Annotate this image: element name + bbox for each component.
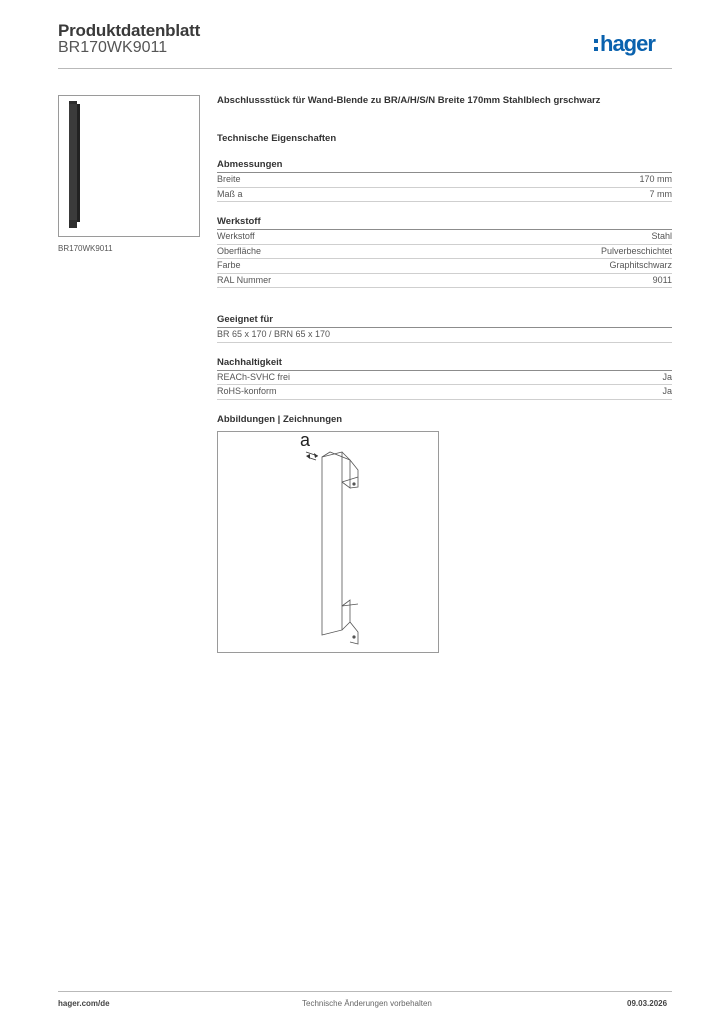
technical-heading: Technische Eigenschaften: [217, 133, 337, 144]
spec-value: Ja: [662, 371, 672, 382]
spec-label: REACh-SVHC frei: [217, 371, 291, 382]
spec-row: [217, 230, 672, 245]
section-dimensions: [217, 159, 672, 202]
footer-divider: [58, 991, 672, 992]
screw-hole-icon: [352, 482, 355, 485]
spec-value: Graphitschwarz: [609, 260, 672, 270]
product-thumbnail: [58, 95, 200, 237]
thumbnail-caption: BR170WK9011: [58, 244, 113, 253]
spec-label: Breite: [217, 174, 241, 184]
spacer: [217, 302, 672, 314]
section-heading: Nachhaltigkeit: [217, 357, 672, 371]
section-material: [217, 216, 672, 288]
spec-row: [217, 188, 672, 203]
logo-text: hager: [600, 31, 655, 56]
spec-label: RoHS-konform: [217, 386, 277, 396]
drawings-heading: Abbildungen | Zeichnungen: [217, 413, 343, 425]
article-number: BR170WK9011: [58, 39, 168, 56]
spec-row: [217, 259, 672, 274]
section-heading: Werkstoff: [217, 216, 672, 230]
technical-drawing: [217, 431, 439, 653]
product-image: [59, 96, 199, 236]
spec-row: [217, 385, 672, 400]
spec-label: RAL Nummer: [217, 274, 272, 285]
spec-row: [217, 274, 672, 289]
spec-label: Farbe: [217, 260, 241, 270]
section-heading: Geeignet für: [217, 314, 672, 328]
footer-notice: Technische Änderungen vorbehalten: [302, 999, 432, 1008]
section-sustainability: [217, 357, 672, 400]
spec-value: Ja: [662, 386, 672, 396]
header-divider: [58, 68, 672, 69]
page-title: Produktdatenblatt: [58, 21, 201, 40]
hager-logo: [593, 28, 673, 60]
spec-label: BR 65 x 170 / BRN 65 x 170: [217, 329, 331, 339]
spec-label: Werkstoff: [217, 231, 255, 241]
spec-row: [217, 371, 672, 386]
spec-value: Stahl: [651, 231, 672, 241]
section-heading: Abmessungen: [217, 159, 672, 173]
spec-label: Oberfläche: [217, 245, 262, 256]
footer-website: hager.com/de: [58, 999, 110, 1008]
section-suitable-for: [217, 314, 672, 343]
dimension-label: a: [300, 431, 311, 450]
spec-value: 7 mm: [649, 188, 672, 199]
product-description: Abschlussstück für Wand-Blende zu BR/A/H/S/N Breite 170mm Stahlblech grschwarz: [217, 95, 601, 106]
footer-date: 09.03.2026: [627, 999, 668, 1008]
spec-row: [217, 173, 672, 188]
spec-value: Pulverbeschichtet: [600, 245, 672, 256]
specs-column: [217, 95, 672, 653]
spec-row: [217, 245, 672, 260]
drawing-svg: [218, 432, 438, 652]
screw-hole-icon: [352, 635, 355, 638]
spec-row: [217, 328, 672, 343]
spec-label: Maß a: [217, 188, 243, 199]
spec-value: 170 mm: [639, 174, 672, 184]
spec-value: 9011: [652, 274, 672, 285]
